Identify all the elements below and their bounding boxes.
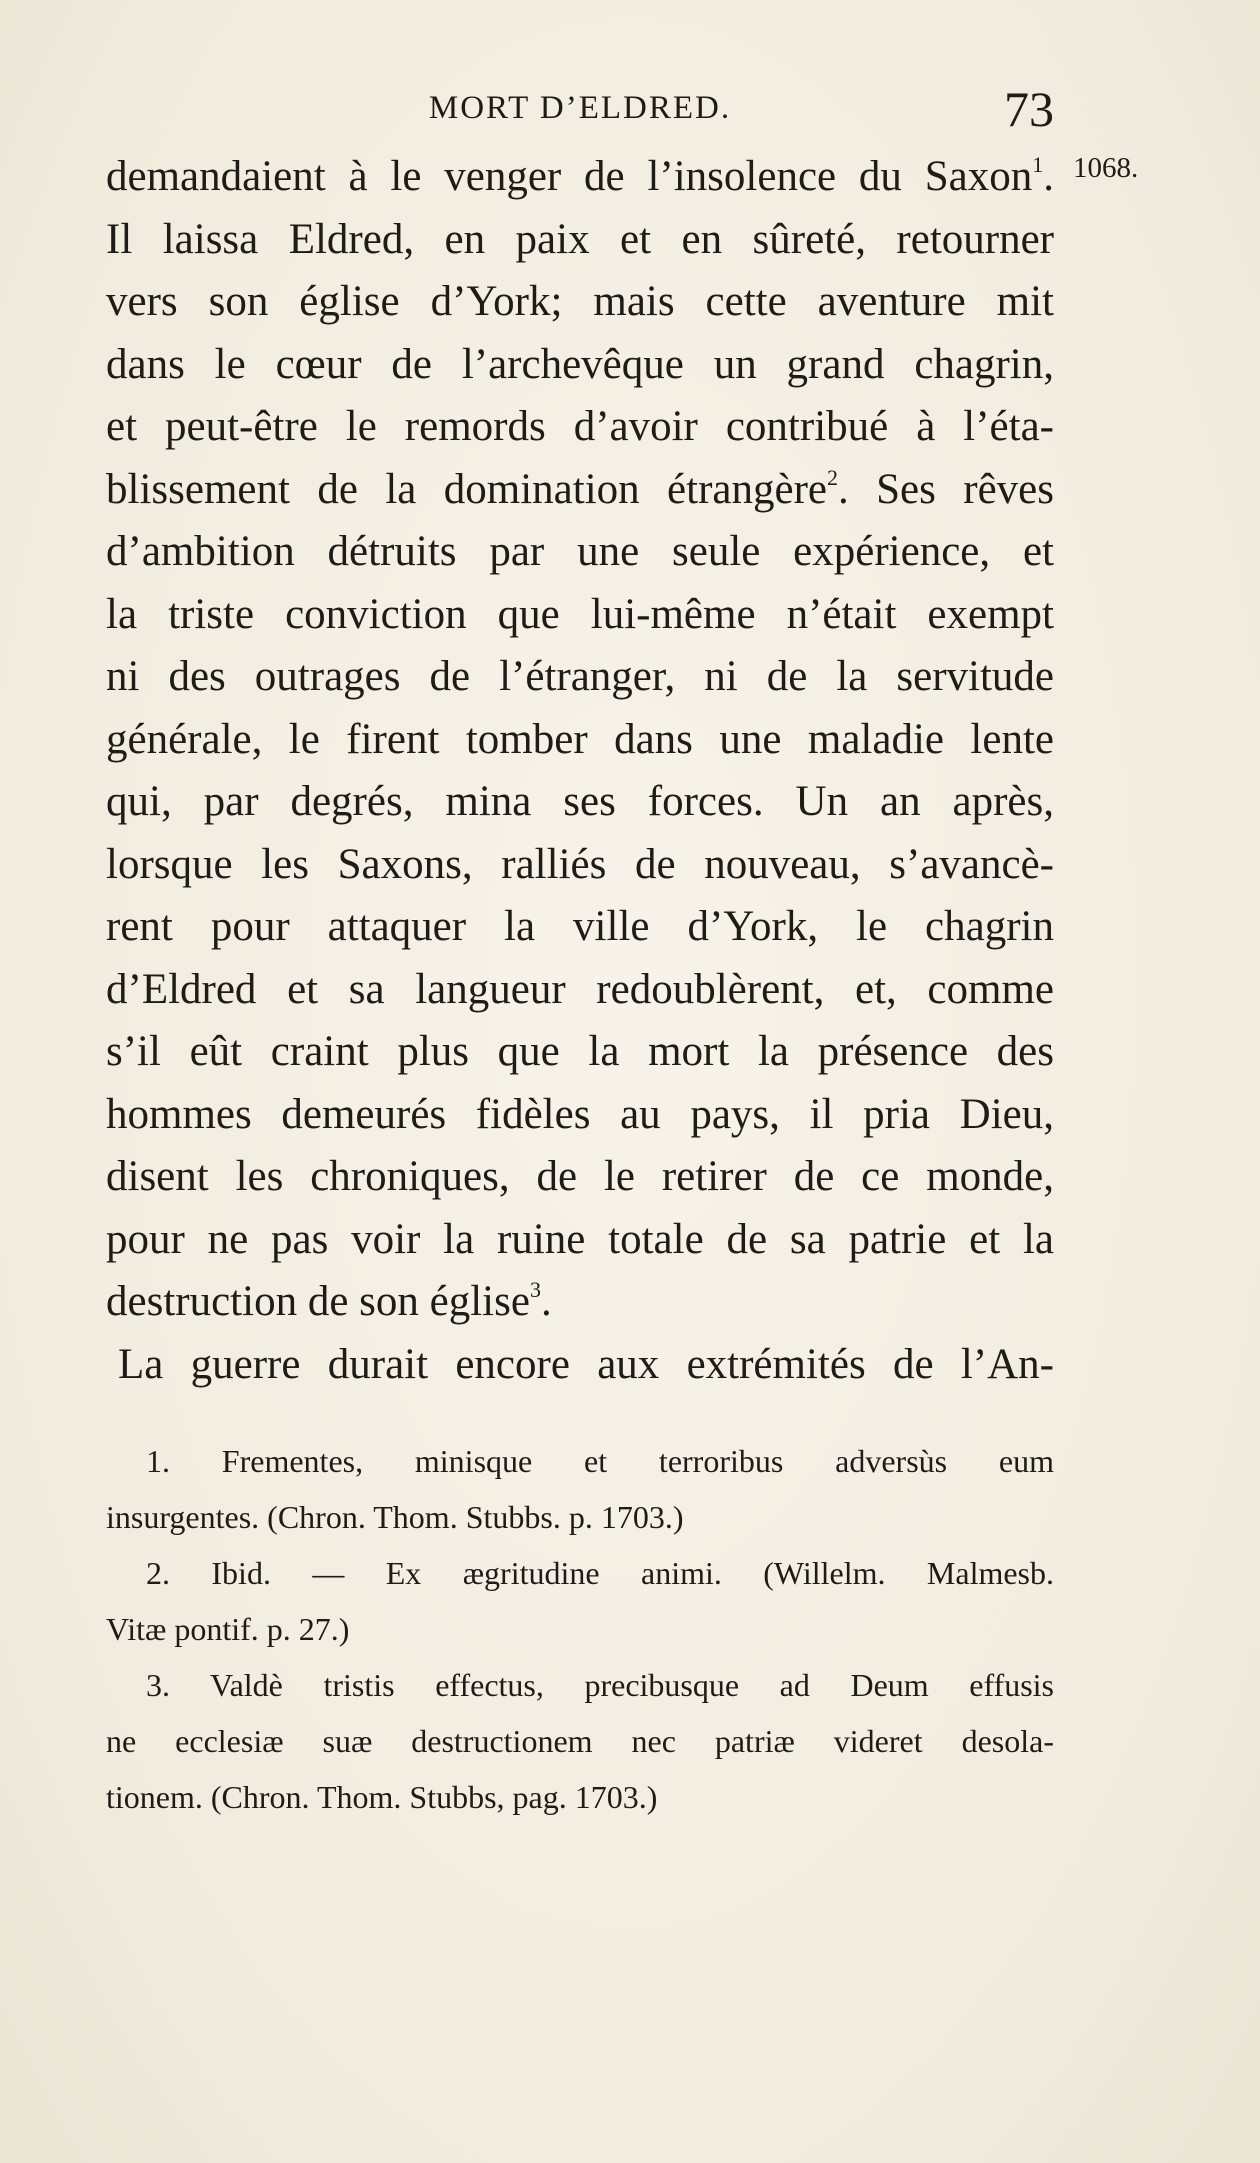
running-head [106, 80, 1054, 140]
text-line: ni des outrages de l’étranger, ni de la servitude [106, 653, 1054, 700]
footnotes [106, 1433, 1054, 1825]
body-text [106, 146, 1054, 1396]
text-line: demandaient à le venger de l’insolence du Saxon$^1$. [106, 152, 1054, 200]
footnote-line: insurgentes. (Chron. Thom. Stubbs. p. 1703.) [106, 1499, 684, 1535]
page-number: 73 [1004, 81, 1054, 137]
text-line: d’ambition détruits par une seule expérience, et [106, 528, 1054, 575]
margin-year-note: 1068. [1073, 152, 1139, 184]
running-title: MORT D’ELDRED. [428, 90, 732, 126]
footnote-line: 2. Ibid. — Ex ægritudine animi. (Willelm. Malmesb. [146, 1555, 1054, 1591]
text-line: vers son église d’York; mais cette aventure mit [106, 278, 1054, 325]
text-line: la triste conviction que lui-même n’était exempt [106, 590, 1054, 638]
text-line: s’il eût craint plus que la mort la présence des [106, 1028, 1054, 1075]
text-line: La guerre durait encore aux extrémités de l’An- [118, 1340, 1054, 1388]
text-line: dans le cœur de l’archevêque un grand chagrin, [106, 340, 1054, 388]
footnote-ref: 3 [529, 1277, 541, 1302]
footnote-line: 3. Valdè tristis effectus, precibusque ad Deum effusis [146, 1667, 1054, 1703]
footnote-line: 1. Frementes, minisque et terroribus adversùs eum [146, 1443, 1054, 1479]
text-line: hommes demeurés fidèles au pays, il pria Dieu, [106, 1090, 1054, 1138]
footnote-line: Vitæ pontif. p. 27.) [106, 1611, 350, 1647]
text-line: et peut-être le remords d’avoir contribué à l’éta- [106, 403, 1054, 450]
footnote-line: tionem. (Chron. Thom. Stubbs, pag. 1703.) [106, 1779, 658, 1815]
text-line: blissement de la domination étrangère$^2$. Ses rêves [106, 464, 1054, 513]
text-line: d’Eldred et sa langueur redoublèrent, et, comme [106, 965, 1054, 1013]
footnote-line: ne ecclesiæ suæ destructionem nec patriæ videret desola- [106, 1723, 1054, 1759]
text-line: générale, le firent tomber dans une maladie lente [106, 715, 1054, 763]
text-line: destruction de son église$^3$. [106, 1277, 552, 1325]
text-line: Il laissa Eldred, en paix et en sûreté, retourner [106, 215, 1054, 263]
text-line: disent les chroniques, de le retirer de ce monde, [106, 1153, 1054, 1200]
footnote-ref: 1 [1032, 152, 1044, 177]
text-line: lorsque les Saxons, ralliés de nouveau, s’avancè- [106, 840, 1054, 888]
text-line: pour ne pas voir la ruine totale de sa patrie et la [106, 1215, 1054, 1263]
text-line: qui, par degrés, mina ses forces. Un an après, [106, 778, 1054, 825]
footnote-ref: 2 [826, 464, 838, 490]
text-line: rent pour attaquer la ville d’York, le chagrin [106, 903, 1054, 950]
